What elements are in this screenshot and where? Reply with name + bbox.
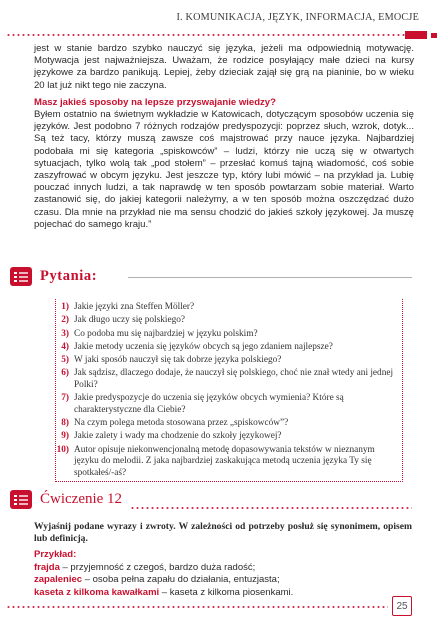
question-number: 7) (61, 393, 69, 404)
questions-title: Pytania: (40, 268, 98, 284)
exercise-instruction: Wyjaśnij podane wyrazy i zwroty. W zależności od potrzeby posłuż się synonimem, opisem lub definicją. (34, 521, 412, 545)
list-item (56, 355, 401, 367)
question-text: Na czym polega metoda stosowana przez „spiskowców”? (74, 418, 289, 429)
question-text: Jakie predyspozycje do uczenia się języków obcych wymienia? Które są charakterystyczne dla Ciebie? (74, 393, 344, 415)
question-number: 1) (61, 302, 69, 312)
list-item (34, 574, 412, 587)
list-item (56, 315, 401, 327)
question-text: Jakie języki zna Steffen Möller? (74, 302, 195, 312)
example-term: kaseta z kilkoma kawałkami (34, 586, 160, 598)
list-item (56, 418, 401, 430)
question-text: Jakie zalety i wady ma chodzenie do szkoły językowej? (74, 431, 282, 442)
interview-answer: Byłem ostatnio na świetnym wykładzie w Katowicach, dotyczącym sposobów uczenia się języków. Jest podobno 7 różnych rodzajów predyspozycji: poprzez słuch, wzrok, dotyk... Są też tacy, którzy muszą zawsze coś majstrować przy nauce języka. Najbardziej podobała mi się kategoria „spiskowców” – ludzi, którzy nie uczą się w otwartych sytuacjach, tylko wolą tak „pod stołem” – przesłać komuś tajną wiadomość, coś sobie zaszyfrować w obcym języku. Jest jeszcze typ, który lubi mówić – na przykład ja. Lubię pouczać innych ludzi, a tak naprawdę w ten sposób powtarzam sobie materiał. Warto zastanowić się, do jakiej kategorii należymy, a w ten sposób można oszczędzać dużo czasu. Dla mnie na przykład nie ma sensu chodzić do jakieś szkoły językowej. Ja muszę pojechać do samego kraju.” (34, 109, 414, 230)
question-text: W jaki sposób nauczył się tak dobrze języka polskiego? (74, 355, 282, 366)
example-term: frajda (34, 561, 60, 573)
question-number: 5) (61, 355, 69, 366)
question-number: 4) (61, 341, 69, 352)
list-item (34, 587, 412, 600)
exercise-header (10, 490, 122, 509)
list-checklist-icon (10, 267, 32, 286)
question-number: 3) (61, 328, 69, 339)
list-item (34, 562, 412, 575)
example-list (34, 549, 412, 599)
example-definition: – osoba pełna zapału do działania, entuzjasta; (82, 574, 280, 585)
question-text: Jak długo uczy się polskiego? (74, 315, 186, 326)
question-text: Autor opisuje niekonwencjonalną metodę dopasowywania tekstów w nieznanym języku do melodii. Z jaka najbardziej zaskakująca metodą uczenia języka Ty się spotkałeś/-aś? (74, 444, 375, 478)
header-red-tab-small (431, 33, 437, 38)
question-text: Co podoba mu się najbardziej w języku polskim? (74, 328, 258, 339)
top-dotted-rule (6, 34, 411, 36)
intro-text (34, 43, 414, 231)
question-number: 9) (61, 431, 69, 442)
bottom-dotted-rule (6, 606, 388, 608)
exercise-title: Ćwiczenie 12 (40, 491, 123, 507)
list-item (56, 342, 401, 354)
question-number: 10) (56, 444, 69, 455)
list-item (56, 329, 401, 341)
list-item (56, 302, 401, 314)
example-term: zapaleniec (34, 574, 83, 585)
page-number: 25 (392, 596, 412, 616)
list-item (56, 368, 401, 391)
questions-header-line (128, 277, 412, 278)
header-red-tab (405, 31, 427, 39)
exercise-dotted-rule (130, 507, 412, 509)
example-definition: – kaseta z kilkoma piosenkami. (159, 586, 294, 598)
questions-header (10, 267, 97, 286)
chapter-title: I. KOMUNIKACJA, JĘZYK, INFORMACJA, EMOCJE (176, 12, 419, 23)
question-number: 8) (61, 418, 69, 429)
interview-question: Masz jakieś sposoby na lepsze przyswajanie wiedzy? (34, 96, 276, 108)
question-text: Jakie metody uczenia się języków obcych są jego zdaniem najlepsze? (74, 341, 333, 352)
list-checklist-icon (10, 490, 32, 509)
example-label: Przykład: (34, 549, 77, 560)
questions-list (56, 302, 401, 481)
question-text: Jak sądzisz, dlaczego dodaje, że nauczył się polskiego, choć nie znał wtedy ani jednej Polki? (74, 368, 394, 390)
question-number: 6) (61, 368, 69, 379)
question-number: 2) (61, 315, 69, 326)
intro-paragraph: jest w stanie bardzo szybko nauczyć się języka, jeżeli ma odpowiednią motywację. Motywacja jest najważniejsza. Uważam, że rodzice posyłający małe dzieci na kursy językowe za bardzo panikują. Lepiej, żeby dzieciak zajął się grą na pianinie, bo w wieku 20 lat już nikt tego nie zaczyna. (34, 43, 414, 91)
list-item (56, 445, 401, 480)
list-item (56, 431, 401, 443)
list-item (56, 393, 401, 416)
example-definition: – przyjemność z czegoś, bardzo duża radość; (59, 561, 256, 573)
